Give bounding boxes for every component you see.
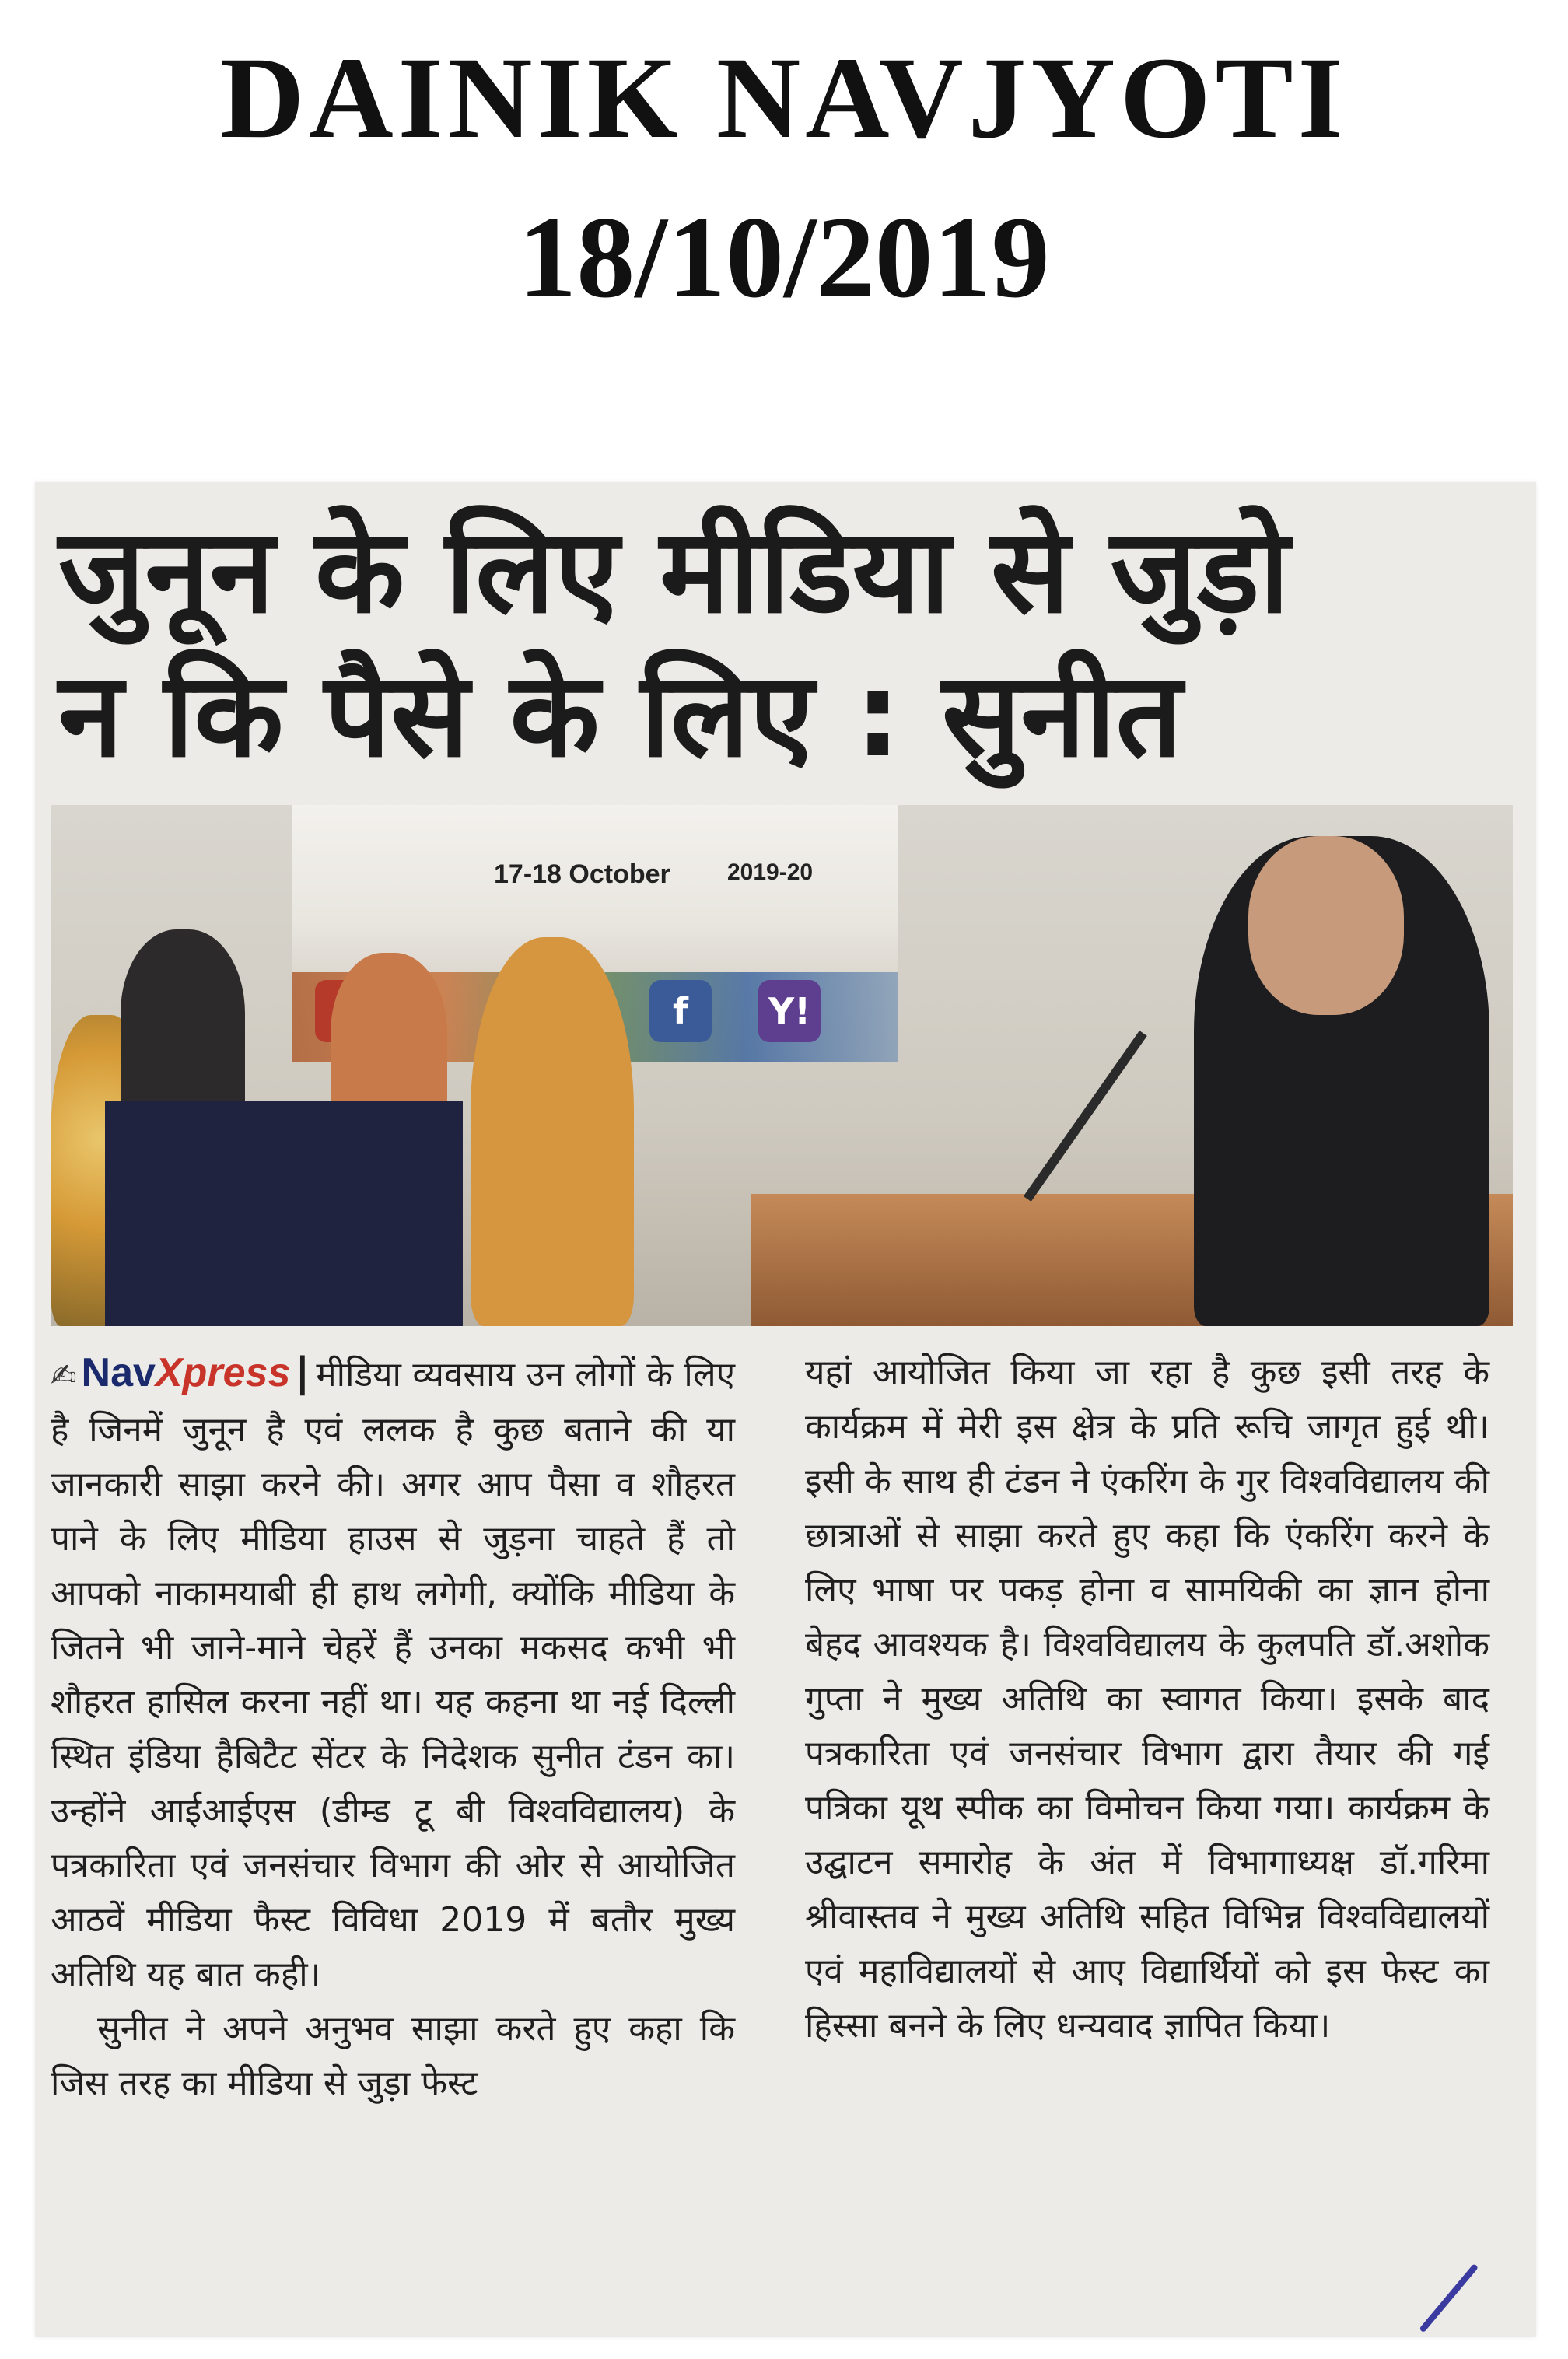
article-paragraph-2: सुनीत ने अपने अनुभव साझा करते हुए कहा कि जिस तरह का मीडिया से जुड़ा फेस्ट	[51, 2009, 735, 2103]
publication-date: 18/10/2019	[518, 193, 1050, 322]
article-paragraph-1	[51, 1346, 735, 2002]
seated-guest-1	[121, 929, 245, 1116]
banner-year: 2019-20	[727, 859, 814, 885]
newspaper-clipping	[35, 482, 1536, 2337]
publication-name: DAINIK NAVJYOTI	[220, 33, 1348, 163]
facebook-icon: f	[649, 980, 712, 1042]
headline-line-1: जुनून के लिए मीडिया से जुड़ो	[58, 504, 1290, 639]
dais-table	[105, 1101, 463, 1326]
event-photo	[51, 805, 1513, 1326]
pen-tick-mark	[1419, 2263, 1479, 2333]
yahoo-icon: Y!	[758, 980, 821, 1042]
banner-dates: 17-18 October	[494, 859, 670, 889]
microphone	[1024, 1031, 1147, 1202]
clipping-header	[0, 0, 1568, 366]
article-column-left	[51, 1346, 735, 2111]
speaker-face	[1248, 836, 1404, 1015]
byline-brand-xpress: Xpress	[155, 1350, 291, 1395]
seated-guest-3	[471, 937, 634, 1326]
article-text-1: मीडिया व्यवसाय उन लोगों के लिए है जिनमें जुनून है एवं ललक है कुछ बताने की या जानकारी साझा करने की। अगर आप पैसा व शौहरत पाने के लिए मीडिया हाउस से जुड़ना चाहते हैं तो आपको नाकामयाबी ही हाथ लगेगी, क्योंकि मीडिया के जितने भी जाने-माने चेहरें हैं उनका मकसद कभी भी शौहरत हासिल करना नहीं था। यह कहना था नई दिल्ली स्थित इंडिया हैबिटैट सेंटर के निदेशक सुनीत टंडन का। उन्होंने आईआईएस (डीम्ड टू बी विश्वविद्यालय) के पत्रकारिता एवं जनसंचार विभाग की ओर से आयोजित आठवें मीडिया फैस्ट विविधा 2019 में बतौर मुख्य अतिथि यह बात कही।	[51, 1355, 735, 1994]
article-column-right	[805, 1346, 1489, 2053]
article-paragraph-3: यहां आयोजित किया जा रहा है कुछ इसी तरह के कार्यक्रम में मेरी इस क्षेत्र के प्रति रूचि जागृत हुई थी। इसी के साथ ही टंडन ने एंकरिंग के गुर विश्वविद्यालय की छात्राओं से साझा करते हुए कहा कि एंकरिंग करने के लिए भाषा पर पकड़ होना व सामयिकी का ज्ञान होना बेहद आवश्यक है। विश्वविद्यालय के कुलपति डॉ.अशोक गुप्ता ने मुख्य अतिथि का स्वागत किया। इसके बाद पत्रकारिता एवं जनसंचार विभाग द्वारा तैयार की गई पत्रिका यूथ स्पीक का विमोचन किया गया। कार्यक्रम के उद्घाटन समारोह के अंत में विभागाध्यक्ष डॉ.गरिमा श्रीवास्तव ने मुख्य अतिथि सहित विभिन्न विश्वविद्यालयों एवं महाविद्यालयों से आए विद्यार्थियों को इस फेस्ट का हिस्सा बनने के लिए धन्यवाद ज्ञापित किया।	[805, 1353, 1489, 2046]
headline-line-2: न कि पैसे के लिए : सुनीत	[58, 648, 1182, 783]
pen-icon: ✍	[51, 1358, 77, 1394]
byline-brand-nav: Nav	[81, 1350, 156, 1395]
byline-separator: |	[295, 1349, 310, 1396]
